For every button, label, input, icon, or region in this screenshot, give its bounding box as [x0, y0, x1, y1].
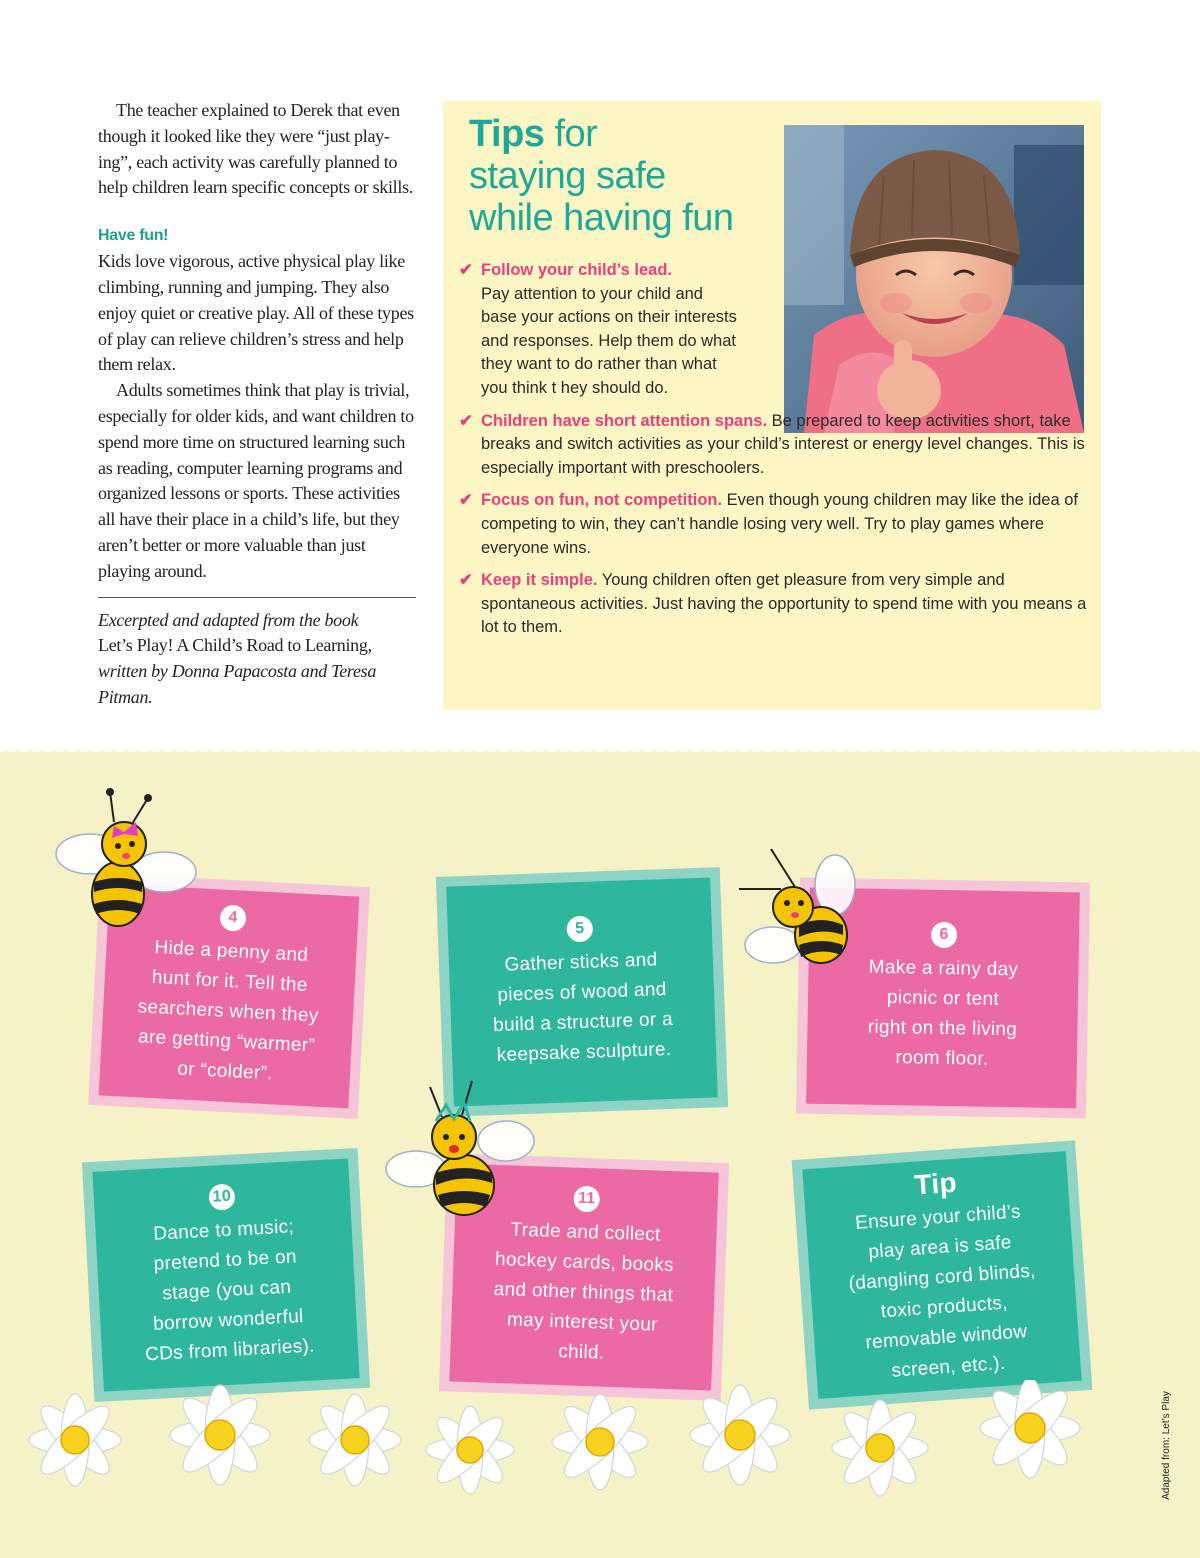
- tips-title-line2: staying safe: [469, 155, 666, 197]
- card-number: 6: [931, 922, 957, 948]
- bee-illustration: [52, 782, 202, 942]
- tips-title-bold: Tips: [469, 113, 545, 155]
- card-text: Dance to music; pretend to be on stage (you can borrow wonderful CDs from libraries).: [144, 1216, 316, 1366]
- tip-lead: Keep it simple.: [481, 571, 598, 590]
- tip-text: Be prepared to keep activities short, take breaks and switch activities as your child’s interest or energy level changes. This is especially important with preschoolers.: [481, 411, 1085, 477]
- article-credit: [98, 608, 416, 711]
- card-text: Trade and collect hockey cards, books and other things that may interest your child.: [493, 1219, 675, 1364]
- tips-title-for: for: [544, 113, 598, 155]
- checkmark-icon: ✔: [459, 411, 473, 430]
- bee-illustration: [725, 845, 865, 975]
- credit-post: written by Donna Papacosta and Teresa Pitman.: [98, 661, 377, 707]
- article-paragraph-1: Kids love vigorous, active physical play like climbing, running and jumping. They also enjoy quiet or creative play. All of these types of play can relieve children’s stress and help them relax.: [98, 251, 414, 375]
- tip-text: Young children often get pleasure from very simple and spontaneous activities. Just having the opportunity to spend time with you means a lot to them.: [481, 571, 1087, 637]
- card-number: 5: [566, 916, 593, 943]
- checkmark-icon: ✔: [459, 491, 473, 510]
- tips-box: [443, 101, 1101, 710]
- tip-item: [459, 489, 1087, 560]
- tip-item: [459, 569, 1087, 640]
- card-number: 11: [573, 1186, 600, 1213]
- tips-list: [459, 259, 1087, 649]
- card-text: Ensure your child’s play area is safe (dangling cord blinds, toxic products, removable window screen, etc.).: [848, 1201, 1037, 1382]
- divider: [98, 597, 416, 598]
- bee-illustration: [380, 1075, 540, 1225]
- tip-item: [459, 410, 1087, 481]
- card-text: Gather sticks and pieces of wood and build a structure or a keepsake sculpture.: [492, 949, 674, 1067]
- article-column: [98, 98, 416, 711]
- card-text: Hide a penny and hunt for it. Tell the searchers when they are getting “warmer” or “colder”.: [137, 937, 320, 1085]
- tip-lead: Focus on fun, not competition.: [481, 491, 723, 510]
- side-credit: Adapted from: Let’s Play: [1160, 1391, 1172, 1500]
- activity-card-10: [82, 1148, 370, 1402]
- checkmark-icon: ✔: [459, 261, 473, 279]
- daisy-border: [0, 1380, 1120, 1500]
- checkmark-icon: ✔: [459, 571, 473, 590]
- credit-book-title: Let’s Play! A Child’s Road to Learning,: [98, 635, 372, 656]
- tips-title: [469, 113, 734, 239]
- tip-item: [459, 259, 741, 401]
- card-text: Make a rainy day picnic or tent right on the living room floor.: [867, 956, 1019, 1070]
- article-subhead: Have fun!: [98, 227, 169, 245]
- tip-text: Even though young children may like the idea of competing to win, they can’t handle losing very well. Try to play games where everyone wins.: [481, 491, 1078, 557]
- tip-lead: Follow your child’s lead.: [481, 261, 672, 279]
- tip-card: [792, 1140, 1093, 1409]
- credit-pre: Excerpted and adapted from the book: [98, 609, 359, 630]
- card-number: 4: [219, 904, 246, 931]
- tip-lead: Children have short attention spans.: [481, 411, 768, 430]
- article-paragraph-2: Adults sometimes think that play is trivial, especially for older kids, and want children to spend more time on structured learning such as reading, computer learning programs and organized lessons or sports. These activities all have their place in a child’s life, but they aren’t better or more valuable than just playing around.: [98, 380, 414, 581]
- tip-text: Pay attention to your child and base your actions on their interests and responses. Help them do what they want to do rather than what you think t hey should do.: [481, 284, 737, 397]
- card-number: 10: [208, 1183, 235, 1210]
- tip-card-heading: Tip: [913, 1166, 958, 1201]
- tips-title-line3: while having fun: [469, 197, 734, 239]
- article-intro: The teacher explained to Derek that even though it looked like they were “just play-ing”, each activity was carefully planned to help children learn specific concepts or skills.: [98, 100, 413, 198]
